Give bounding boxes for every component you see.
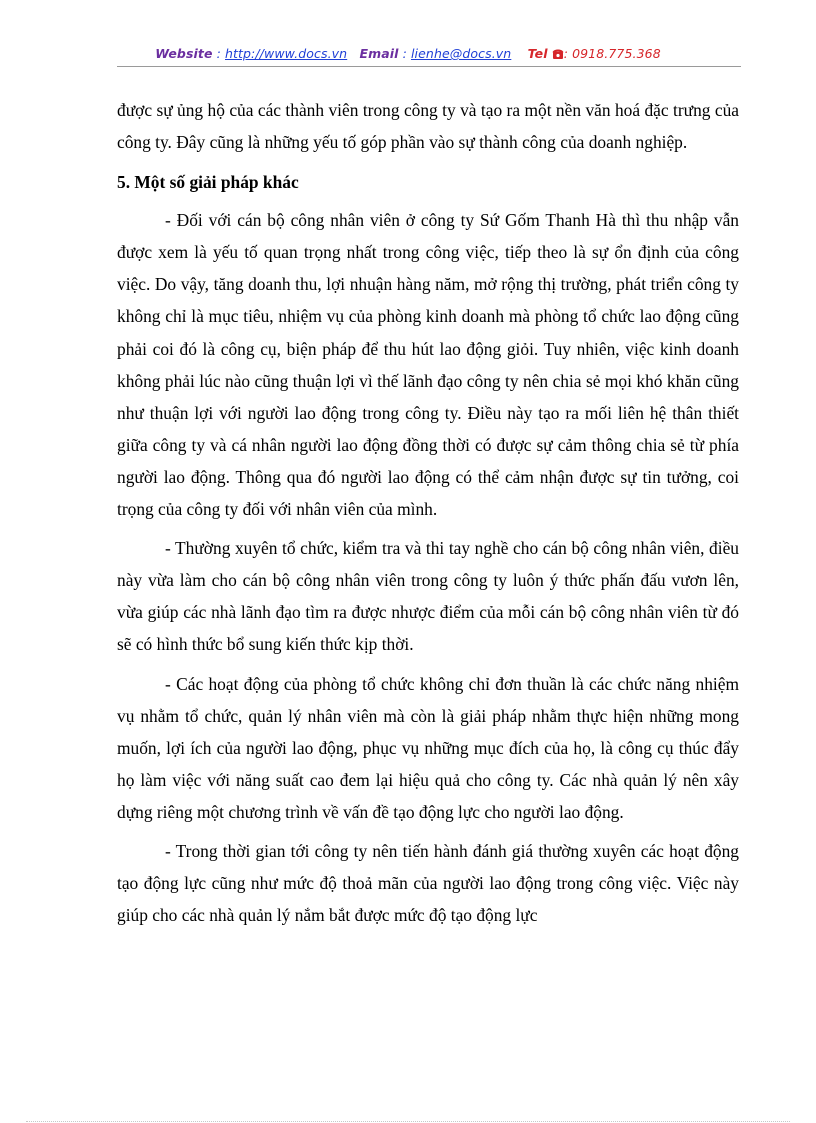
email-link[interactable]: lienhe@docs.vn xyxy=(410,46,512,61)
website-link[interactable]: http://www.docs.vn xyxy=(225,46,348,61)
email-label: Email xyxy=(359,46,399,61)
intro-paragraph: được sự ủng hộ của các thành viên trong công ty và tạo ra một nền văn hoá đặc trưng của công ty. Đây cũng là những yếu tố góp phần vào sự thành công của doanh nghiệp. xyxy=(117,100,739,153)
website-label: Website xyxy=(155,46,213,61)
paragraph-4: - Trong thời gian tới công ty nên tiến hành đánh giá thường xuyên các hoạt động tạo động lực cũng như mức độ thoả mãn của người lao động trong công việc. Việc này giúp cho các nhà quản lý nắm bắt được mức độ tạo động lực xyxy=(117,840,739,926)
page-header xyxy=(0,46,816,61)
document-body xyxy=(117,94,739,931)
paragraph-2: - Thường xuyên tổ chức, kiểm tra và thi tay nghề cho cán bộ công nhân viên, điều này vừa làm cho cán bộ công nhân viên trong công ty luôn ý thức phấn đấu vươn lên, vừa giúp các nhà lãnh đạo tìm ra được nhược điểm của mỗi cán bộ công nhân viên từ đó sẽ có hình thức bổ sung kiến thức kịp thời. xyxy=(117,538,739,655)
section-heading: 5. Một số giải pháp khác xyxy=(117,172,299,193)
tel-value: : 0918.775.368 xyxy=(563,46,661,61)
phone-icon xyxy=(552,46,564,61)
tel-label: Tel xyxy=(527,46,548,61)
email-separator: : xyxy=(398,46,411,61)
page-bottom-border xyxy=(26,1121,790,1122)
header-divider xyxy=(117,66,741,67)
paragraph-1: - Đối với cán bộ công nhân viên ở công ty Sứ Gốm Thanh Hà thì thu nhập vẫn được xem là yếu tố quan trọng nhất trong công việc, tiếp theo là sự ổn định của công việc. Do vậy, tăng doanh thu, lợi nhuận hàng năm, mở rộng thị trường, phát triển công ty không chỉ là mục tiêu, nhiệm vụ của phòng kinh doanh mà phòng tổ chức lao động cũng phải coi đó là công cụ, biện pháp để thu hút lao động giỏi. Tuy nhiên, việc kinh doanh không phải lúc nào cũng thuận lợi vì thế lãnh đạo công ty nên chia sẻ mọi khó khăn cũng như thuận lợi với người lao động trong công ty. Điều này tạo ra mối liên hệ thân thiết giữa công ty và cá nhân người lao động đồng thời có được sự cảm thông chia sẻ từ phía người lao động. Thông qua đó người lao động có thể cảm nhận được sự tin tưởng, coi trọng của công ty đối với nhân viên của mình. xyxy=(117,210,739,520)
paragraph-3: - Các hoạt động của phòng tổ chức không chỉ đơn thuần là các chức năng nhiệm vụ nhằm tổ chức, quản lý nhân viên mà còn là giải pháp nhằm thực hiện những mong muốn, lợi ích của người lao động, phục vụ những mục đích của họ, là công cụ thúc đẩy họ làm việc với năng suất cao đem lại hiệu quả cho công ty. Các nhà quản lý nên xây dựng riêng một chương trình về vấn đề tạo động lực cho người lao động. xyxy=(117,673,739,822)
website-separator: : xyxy=(212,46,225,61)
